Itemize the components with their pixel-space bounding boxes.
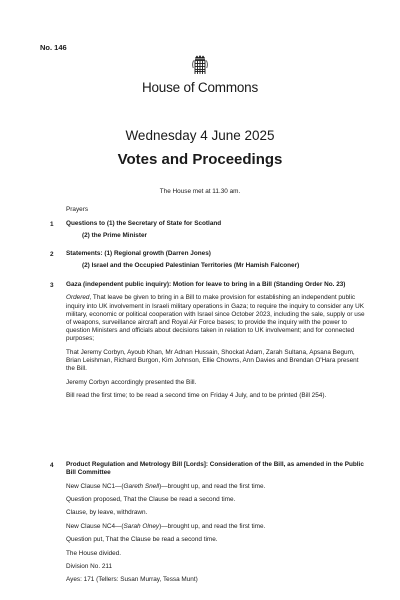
division-number: Division No. 211 xyxy=(66,562,113,570)
prayers-text: Prayers xyxy=(66,206,89,213)
new-clause-nc4 xyxy=(66,523,366,531)
sitting-date: Wednesday 4 June 2025 xyxy=(125,128,275,143)
question-proposed: Question proposed, That the Clause be read a second time. xyxy=(66,495,236,503)
item-number: 4 xyxy=(50,462,54,469)
bill-members-paragraph: That Jeremy Corbyn, Ayoub Khan, Mr Adnan Hussain, Shockat Adam, Zarah Sultana, Apsana Begum, Brian Leishman, Richard Burgon, Kim Johnson, Ellie Chowns, Ann Davies and Brendan O'Hara present the Bill. xyxy=(66,348,359,373)
item-number: 3 xyxy=(50,282,54,289)
agenda-item-3 xyxy=(66,281,366,405)
agenda-item-1 xyxy=(66,220,366,240)
paper-number: No. 146 xyxy=(40,43,67,52)
item-subheading: (2) the Prime Minister xyxy=(82,232,147,240)
item-heading: Product Regulation and Metrology Bill [Lords]: Consideration of the Bill, as amended in the Public Bill Committee xyxy=(66,461,364,477)
portcullis-crest-icon xyxy=(191,54,209,76)
item-subheading: (2) Israel and the Occupied Palestinian Territories (Mr Hamish Falconer) xyxy=(82,262,300,270)
ordered-paragraph xyxy=(66,294,366,343)
agenda-item-4 xyxy=(66,461,366,590)
new-clause-nc1 xyxy=(66,483,366,491)
nc1-member-name: Gareth Snell xyxy=(123,482,160,490)
item-heading: Gaza (independent public inquiry): Motion for leave to bring in a Bill (Standing Order No. 23) xyxy=(66,281,346,288)
agenda-item-2 xyxy=(66,250,366,270)
house-divided: The House divided. xyxy=(66,549,122,557)
ayes-count: Ayes: 171 (Tellers: Susan Murray, Tessa Munt) xyxy=(66,576,198,584)
bill-presented-paragraph: Jeremy Corbyn accordingly presented the Bill. xyxy=(66,378,197,386)
item-heading: Questions to (1) the Secretary of State for Scotland xyxy=(66,220,222,227)
question-put: Question put, That the Clause be read a second time. xyxy=(66,536,218,544)
nc4-suffix: )—brought up, and read the first time. xyxy=(159,522,266,530)
page-title: Votes and Proceedings xyxy=(117,151,283,168)
bill-reading-paragraph: Bill read the first time; to be read a second time on Friday 4 July, and to be printed (Bill 254). xyxy=(66,391,327,399)
house-met-text: The House met at 11.30 am. xyxy=(159,188,241,195)
nc4-member-name: Sarah Olney xyxy=(123,522,160,530)
item-number: 1 xyxy=(50,221,54,228)
item-heading: Statements: (1) Regional growth (Darren Jones) xyxy=(66,250,211,257)
nc4-prefix: New Clause NC4—( xyxy=(66,522,124,530)
nc1-suffix: )—brought up, and read the first time. xyxy=(159,482,266,490)
nc1-prefix: New Clause NC1—( xyxy=(66,482,124,490)
clause-withdrawn: Clause, by leave, withdrawn. xyxy=(66,509,148,517)
ordered-label: Ordered xyxy=(66,294,90,302)
house-of-commons-wordmark: House of Commons xyxy=(141,80,259,95)
ordered-text: , That leave be given to bring in a Bill to make provision for establishing an independent public inquiry into UK involvement in Israeli military operations in Gaza; to require the inquiry to consider any UK military, economic or political cooperation with Israel since October 2023, including the sale, supply or use of weapons, surveillance aircraft and Royal Air Force bases; to provide the inquiry with the power to question Ministers and officials about decisions taken in relation to UK involvement; and for connected purposes; xyxy=(66,294,365,343)
item-number: 2 xyxy=(50,251,54,258)
